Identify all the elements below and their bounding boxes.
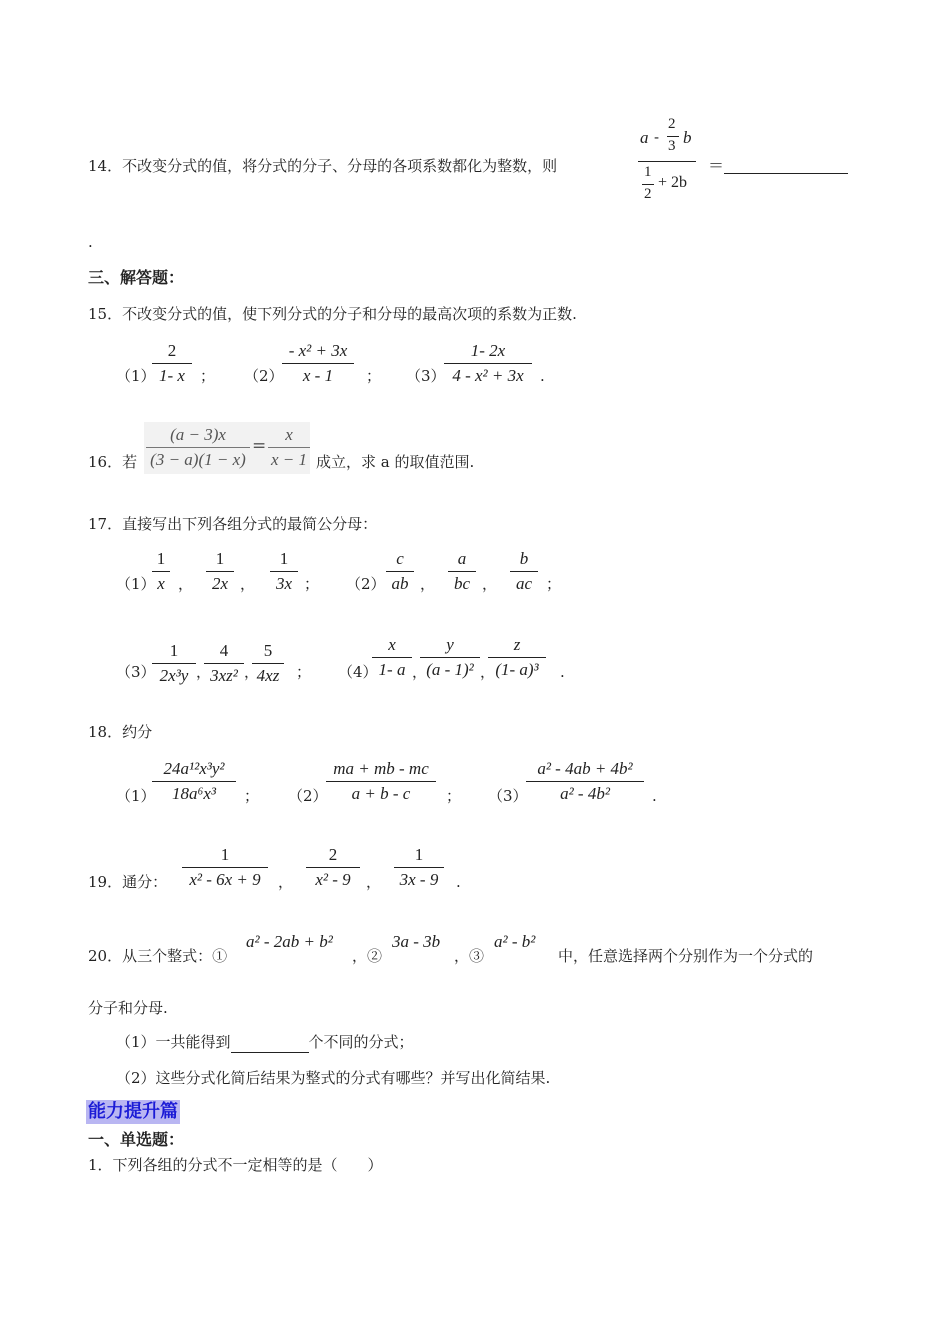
- q20-sub1-b: 个不同的分式；: [308, 1033, 414, 1051]
- q14-inner-den: 3: [668, 138, 676, 154]
- q17-g4-frac1-num: x: [388, 635, 396, 654]
- q19-frac2: [306, 844, 360, 891]
- q17-g4-frac3: [488, 634, 546, 681]
- q20-mid2: ，③: [454, 947, 485, 965]
- q17-g3-frac1-num: 1: [169, 641, 179, 660]
- q17-g1-frac3-num: 1: [279, 549, 289, 568]
- q14-equals: ＝: [708, 156, 725, 175]
- q17-g2-frac1: [386, 548, 414, 595]
- q17-text: 17．直接写出下列各组分式的最简公分母：: [88, 515, 378, 533]
- q15-item3-fraction: [444, 340, 532, 387]
- q14-num-a: a: [640, 128, 649, 147]
- q18-item3-label: （3）: [488, 787, 528, 805]
- q14-den-inner-num: 1: [644, 164, 652, 180]
- q17-g4-frac1-den: 1- a: [378, 660, 406, 679]
- q20-expr1: a² - 2ab + b²: [246, 932, 333, 951]
- q17-g4-frac1: [372, 634, 412, 681]
- q16-rhs-fraction: [268, 424, 310, 471]
- q19-sep1: ，: [278, 873, 294, 891]
- q20-prefix: 20．从三个整式：①: [88, 947, 228, 965]
- q17-g3-semi: ；: [296, 663, 312, 681]
- q17-g3-frac1-den: 2x³y: [159, 666, 189, 685]
- q18-item1-num: 24a¹²x³y²: [163, 759, 225, 778]
- q17-g2-frac2-num: a: [457, 549, 467, 568]
- q14-num-b: b: [683, 128, 692, 147]
- q14-den-inner-bar: [642, 184, 654, 185]
- q17-g2-semi: ；: [546, 575, 562, 593]
- q18-item2-sep: ；: [446, 787, 462, 805]
- q17-g1-semi: ；: [304, 575, 320, 593]
- q17-g4-comma1: ，: [412, 663, 428, 681]
- q16-rhs-num: x: [285, 425, 293, 444]
- q18-item2-num: ma + mb - mc: [333, 759, 429, 778]
- q15-item2-den: x - 1: [302, 366, 334, 385]
- q15-item2-sep: ；: [366, 367, 382, 385]
- q17-g1-frac2-num: 1: [215, 549, 225, 568]
- q17-g4-label: （4）: [338, 663, 378, 681]
- q17-g4-end: .: [560, 663, 565, 681]
- q18-item2-label: （2）: [288, 787, 328, 805]
- q14-period: .: [88, 233, 93, 251]
- q19-frac3-den: 3x - 9: [399, 870, 439, 889]
- q17-g3-frac1: [152, 640, 196, 687]
- q14-answer-blank[interactable]: [724, 173, 848, 174]
- q20-line2: 分子和分母.: [88, 999, 168, 1017]
- q15-item1-num: 2: [167, 341, 177, 360]
- q17-g4-comma2: ，: [480, 663, 496, 681]
- q17-g2-comma2: ，: [482, 575, 498, 593]
- q17-g4-frac3-den: (1- a)³: [495, 660, 539, 679]
- q14-text: 14．不改变分式的值，将分式的分子、分母的各项系数都化为整数，则: [88, 157, 558, 175]
- q15-item3-den: 4 - x² + 3x: [452, 366, 524, 385]
- q17-g2-label: （2）: [346, 575, 386, 593]
- q14-den-inner-den: 2: [644, 186, 652, 202]
- q17-g3-frac3-num: 5: [263, 641, 273, 660]
- q19-frac1-den: x² - 6x + 9: [189, 870, 261, 889]
- q16-rhs-den: x − 1: [270, 450, 308, 469]
- q20-mid1: ，②: [352, 947, 383, 965]
- q17-g2-frac3: [510, 548, 538, 595]
- q19-frac1-num: 1: [220, 845, 230, 864]
- q19-frac3: [394, 844, 444, 891]
- q15-item3-sep: .: [540, 367, 545, 385]
- q17-g3-frac2-num: 4: [219, 641, 229, 660]
- q19-frac3-num: 1: [414, 845, 424, 864]
- q15-item1-den: 1- x: [159, 366, 185, 385]
- q17-g3-frac2: [204, 640, 244, 687]
- q19-text: 19．通分：: [88, 873, 168, 891]
- q18-item1-fraction: [152, 758, 236, 805]
- q17-g4-frac2-den: (a - 1)²: [426, 660, 474, 679]
- q18-item3-num: a² - 4ab + 4b²: [537, 759, 633, 778]
- q15-item1-fraction: [152, 340, 192, 387]
- q14-den-rest: + 2b: [658, 174, 688, 191]
- q17-g3-frac3-den: 4xz: [256, 666, 280, 685]
- q18-item1-label: （1）: [116, 787, 156, 805]
- q18-item2-fraction: [326, 758, 436, 805]
- q18-text: 18．约分: [88, 723, 153, 741]
- q14-inner-num: 2: [668, 116, 676, 132]
- q16-lhs-num: (a − 3)x: [170, 425, 226, 444]
- q19-frac1: [182, 844, 268, 891]
- q17-g1-frac2: [206, 548, 234, 595]
- q14-num-minus: -: [654, 128, 660, 146]
- q18-item2-den: a + b - c: [351, 784, 411, 803]
- q17-g1-label: （1）: [116, 575, 156, 593]
- q1-text: 1．下列各组的分式不一定相等的是（ ）: [88, 1156, 383, 1174]
- ability-section-heading: 能力提升篇: [88, 1101, 178, 1122]
- q15-item3-num: 1- 2x: [470, 341, 506, 360]
- q18-item3-fraction: [526, 758, 644, 805]
- q18-item3-sep: .: [652, 787, 657, 805]
- q16-prefix: 16．若: [88, 453, 138, 471]
- q16-lhs-fraction: [146, 424, 250, 471]
- q17-g1-frac1: [152, 548, 170, 595]
- q18-item1-sep: ；: [244, 787, 260, 805]
- q17-g1-frac1-den: x: [157, 574, 165, 593]
- q16-lhs-den: (3 − a)(1 − x): [150, 450, 246, 469]
- q17-g2-frac2: [448, 548, 476, 595]
- q15-item3-label: （3）: [406, 367, 446, 385]
- q17-g2-frac1-den: ab: [391, 574, 409, 593]
- q16-equation-image: [144, 422, 310, 474]
- q20-sub1: [116, 1032, 414, 1053]
- q16-eq: =: [252, 436, 267, 456]
- q17-g2-frac2-den: bc: [453, 574, 471, 593]
- q17-g1-comma1: ，: [178, 575, 194, 593]
- q19-frac2-den: x² - 9: [315, 870, 351, 889]
- q20-sub1-blank[interactable]: [231, 1032, 309, 1053]
- q20-suffix: 中，任意选择两个分别作为一个分式的: [558, 947, 814, 965]
- q17-g1-comma2: ，: [240, 575, 256, 593]
- q15-text: 15．不改变分式的值，使下列分式的分子和分母的最高次项的系数为正数.: [88, 305, 577, 323]
- q17-g3-frac2-den: 3xz²: [210, 666, 238, 685]
- q19-sep3: .: [456, 873, 461, 891]
- q17-g4-frac2: [420, 634, 480, 681]
- q14-main-bar: [638, 161, 696, 162]
- q18-item3-den: a² - 4b²: [560, 784, 610, 803]
- q17-g1-frac3: [270, 548, 298, 595]
- q19-frac2-num: 2: [328, 845, 338, 864]
- q17-g3-comma1: ，: [196, 663, 212, 681]
- q15-item2-fraction: [282, 340, 354, 387]
- q17-g4-frac2-num: y: [446, 635, 454, 654]
- section-3-heading: 三、解答题：: [88, 268, 185, 287]
- q20-sub2: （2）这些分式化简后结果为整式的分式有哪些？并写出化简结果.: [116, 1069, 551, 1087]
- q17-g2-comma1: ，: [420, 575, 436, 593]
- q20-sub1-a: （1）一共能得到: [116, 1033, 231, 1051]
- q18-item1-den: 18a⁶x³: [171, 784, 217, 803]
- q15-item2-num: - x² + 3x: [288, 341, 348, 360]
- q17-g3-label: （3）: [116, 663, 156, 681]
- q17-g4-frac3-num: z: [513, 635, 521, 654]
- q17-g2-frac1-num: c: [396, 549, 404, 568]
- q19-sep2: ，: [366, 873, 382, 891]
- q17-g3-frac3: [252, 640, 284, 687]
- q17-g3-comma2: ，: [244, 663, 260, 681]
- q15-item1-sep: ；: [200, 367, 216, 385]
- q15-item2-label: （2）: [244, 367, 284, 385]
- q17-g2-frac3-num: b: [519, 549, 529, 568]
- q16-suffix: 成立，求 a 的取值范围.: [316, 453, 475, 471]
- q20-expr2: 3a - 3b: [392, 932, 441, 951]
- q17-g1-frac2-den: 2x: [211, 574, 229, 593]
- q14-inner-bar: [667, 136, 679, 137]
- q15-item1-label: （1）: [116, 367, 156, 385]
- q20-expr3: a² - b²: [494, 932, 536, 951]
- section-1-heading: 一、单选题：: [88, 1130, 185, 1149]
- q17-g1-frac3-den: 3x: [275, 574, 293, 593]
- q17-g2-frac3-den: ac: [515, 574, 533, 593]
- q17-g1-frac1-num: 1: [156, 549, 166, 568]
